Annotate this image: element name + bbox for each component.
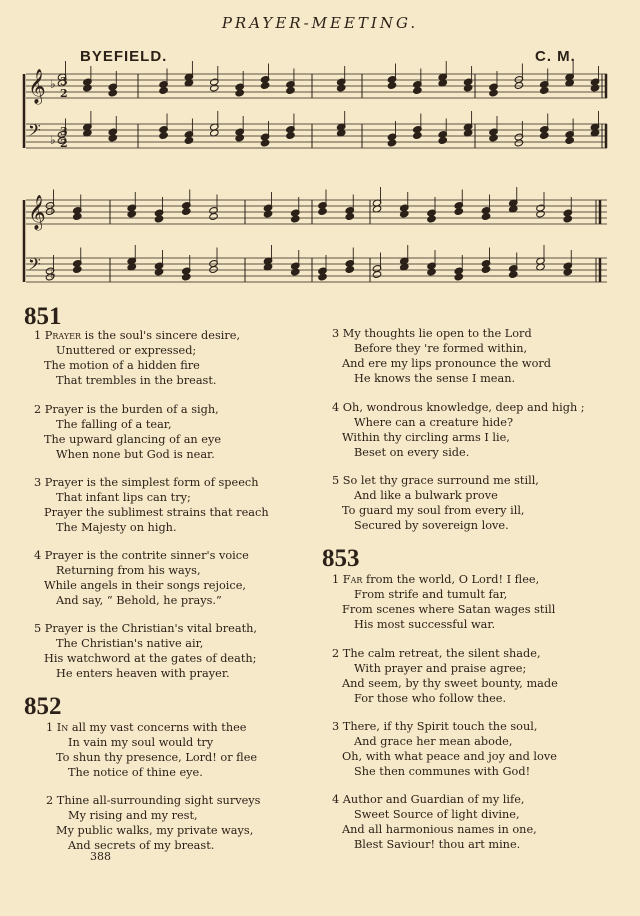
note-head (565, 137, 574, 145)
stanza-line: With prayer and praise agree; (354, 662, 527, 675)
stanza-line: And seem, by thy sweet bounty, made (342, 677, 558, 690)
hymn-853-stanza-3 (332, 719, 557, 779)
note-head (209, 266, 218, 274)
stanza-line: He knows the sense I mean. (354, 372, 516, 385)
note-head (427, 268, 436, 276)
note-head (286, 87, 295, 95)
stanza-line: Within thy circling arms I lie, (342, 431, 510, 444)
note-head (372, 271, 381, 279)
stanza-line: 3 Prayer is the simplest form of speech (34, 476, 259, 489)
note-head (387, 82, 396, 90)
time-signature-icon: 2 (60, 87, 68, 100)
stanza-line: In vain my soul would try (68, 736, 214, 749)
hymn-853-stanza-1 (332, 572, 555, 632)
note-head (481, 213, 490, 221)
stanza-line: His most successful war. (354, 618, 496, 631)
hymn-851-stanza-2 (34, 402, 221, 462)
hymn-number-853: 853 (322, 545, 360, 572)
note-head (438, 137, 447, 145)
stanza-line: Unuttered or expressed; (56, 344, 197, 357)
stanza-line: Sweet Source of light divine, (354, 808, 520, 821)
note-head (73, 213, 82, 221)
time-signature-icon: 3 (60, 125, 68, 138)
note-head (454, 208, 463, 216)
flat-icon: ♭ (50, 203, 56, 217)
stanza-line: 2 Prayer is the burden of a sigh, (34, 403, 219, 416)
hymn-851-stanza-4 (34, 548, 249, 608)
stanza-line: 4 Author and Guardian of my life, (332, 793, 525, 806)
stanza-line: Oh, with what peace and joy and love (342, 750, 557, 763)
stanza-line: That trembles in the breast. (56, 374, 217, 387)
note-head (260, 139, 269, 147)
stanza-line: 4 Prayer is the contrite sinner's voice (34, 549, 249, 562)
stanza-line: To guard my soul from every ill, (342, 504, 525, 517)
stanza-line: 2 Thine all-surrounding sight surveys (46, 794, 261, 807)
note-head (454, 273, 463, 281)
stanza-line: That infant lips can try; (56, 491, 191, 504)
stanza-line: The notice of thine eye. (68, 766, 203, 779)
stanza-line: 1 Far from the world, O Lord! I flee, (332, 573, 540, 586)
note-head (83, 84, 92, 92)
music-score (0, 0, 640, 300)
stanza-line: Blest Saviour! thou art mine. (354, 838, 521, 851)
stanza-line: 2 The calm retreat, the silent shade, (332, 647, 541, 660)
note-head (73, 266, 82, 274)
note-head (427, 215, 436, 223)
bass-clef-icon: 𝄢 (28, 120, 41, 144)
stanza-line: He enters heaven with prayer. (56, 667, 230, 680)
note-head (154, 268, 163, 276)
stanza-line: The falling of a tear, (56, 418, 172, 431)
note-head (291, 215, 300, 223)
time-signature-icon: 2 (60, 137, 68, 150)
note-head (345, 213, 354, 221)
note-head (263, 210, 272, 218)
note-head (509, 271, 518, 279)
note-head (514, 82, 523, 90)
hymn-852-stanza-2 (46, 793, 260, 853)
hymn-852-stanza-1 (46, 720, 257, 780)
note-head (182, 208, 191, 216)
hymn-852-stanza-4 (332, 400, 585, 460)
note-head (413, 132, 422, 140)
hymn-851-stanza-1 (34, 328, 240, 388)
stanza-line: And secrets of my breast. (68, 839, 215, 852)
stanza-line: Before they 're formed within, (354, 342, 528, 355)
stanza-line: My rising and my rest, (68, 809, 198, 822)
note-head (127, 210, 136, 218)
note-head (184, 137, 193, 145)
note-head (318, 208, 327, 216)
note-head (590, 84, 599, 92)
hymn-852-stanza-3 (332, 326, 551, 386)
note-head (210, 84, 219, 92)
note-head (413, 87, 422, 95)
stanza-line: To shun thy presence, Lord! or flee (56, 751, 258, 764)
bass-clef-icon: 𝄢 (28, 254, 41, 278)
stanza-line: And like a bulwark prove (354, 489, 498, 502)
stanza-line: The Majesty on high. (56, 521, 177, 534)
note-head (182, 273, 191, 281)
tune-name: BYEFIELD. (80, 48, 168, 65)
note-head (336, 84, 345, 92)
note-head (235, 89, 244, 97)
stanza-line: My public walks, my private ways, (56, 824, 254, 837)
hymn-853-stanza-4 (332, 792, 537, 852)
stanza-line: The upward glancing of an eye (44, 433, 222, 446)
note-head (563, 215, 572, 223)
stanza-line: Returning from his ways, (56, 564, 201, 577)
stanza-line: His watchword at the gates of death; (44, 652, 257, 665)
stanza-line: Secured by sovereign love. (354, 519, 509, 532)
hymn-853-stanza-2 (332, 646, 558, 706)
hymn-851-stanza-5 (34, 621, 257, 681)
stanza-line: And grace her mean abode, (354, 735, 513, 748)
page-number: 388 (90, 850, 111, 863)
note-head (345, 266, 354, 274)
stanza-line: 1 Prayer is the soul's sincere desire, (34, 329, 241, 342)
stanza-line: And ere my lips pronounce the word (342, 357, 552, 370)
treble-clef-icon: 𝄞 (28, 195, 46, 230)
note-head (540, 132, 549, 140)
note-head (108, 89, 117, 97)
stanza-line: She then communes with God! (354, 765, 531, 778)
note-head (209, 213, 218, 221)
note-head (291, 268, 300, 276)
note-head (514, 139, 523, 147)
note-head (318, 273, 327, 281)
flat-icon: ♭ (50, 133, 56, 147)
note-head (540, 87, 549, 95)
note-head (463, 84, 472, 92)
stanza-line: From strife and tumult far, (354, 588, 508, 601)
hymn-number-852: 852 (24, 693, 62, 720)
note-head (286, 132, 295, 140)
note-head (400, 210, 409, 218)
time-signature-icon: 3 (60, 75, 68, 88)
stanza-line: 3 My thoughts lie open to the Lord (332, 327, 532, 340)
note-head (159, 132, 168, 140)
stanza-line: Beset on every side. (354, 446, 470, 459)
note-head (481, 266, 490, 274)
stanza-line: The Christian's native air, (56, 637, 204, 650)
note-head (260, 82, 269, 90)
stanza-line: Prayer the sublimest strains that reach (44, 506, 269, 519)
stanza-line: And say, “ Behold, he prays.” (56, 594, 222, 607)
treble-clef-icon: 𝄞 (28, 69, 46, 104)
note-head (536, 210, 545, 218)
stanza-line: And all harmonious names in one, (342, 823, 537, 836)
note-head (154, 215, 163, 223)
flat-icon: ♭ (50, 267, 56, 281)
hymn-852-stanza-5 (332, 473, 539, 533)
hymn-851-stanza-3 (34, 475, 269, 535)
note-head (489, 134, 498, 142)
stanza-line: 5 So let thy grace surround me still, (332, 474, 539, 487)
note-head (108, 134, 117, 142)
stanza-line: When none but God is near. (56, 448, 215, 461)
stanza-line: The motion of a hidden fire (44, 359, 200, 372)
stanza-line: While angels in their songs rejoice, (44, 579, 247, 592)
note-head (489, 89, 498, 97)
note-head (235, 134, 244, 142)
stanza-line: Where can a creature hide? (354, 416, 514, 429)
stanza-line: For those who follow thee. (354, 692, 507, 705)
page-header: PRAYER-MEETING. (221, 14, 419, 32)
note-head (387, 139, 396, 147)
tune-meter: C. M. (535, 48, 576, 65)
note-head (563, 268, 572, 276)
flat-icon: ♭ (50, 77, 56, 91)
note-head (159, 87, 168, 95)
stanza-line: 4 Oh, wondrous knowledge, deep and high ; (332, 401, 585, 414)
stanza-line: From scenes where Satan wages still (342, 603, 556, 616)
hymn-number-851: 851 (24, 303, 62, 330)
stanza-line: 5 Prayer is the Christian's vital breath, (34, 622, 257, 635)
stanza-line: 1 In all my vast concerns with thee (46, 721, 247, 734)
stanza-line: 3 There, if thy Spirit touch the soul, (332, 720, 538, 733)
